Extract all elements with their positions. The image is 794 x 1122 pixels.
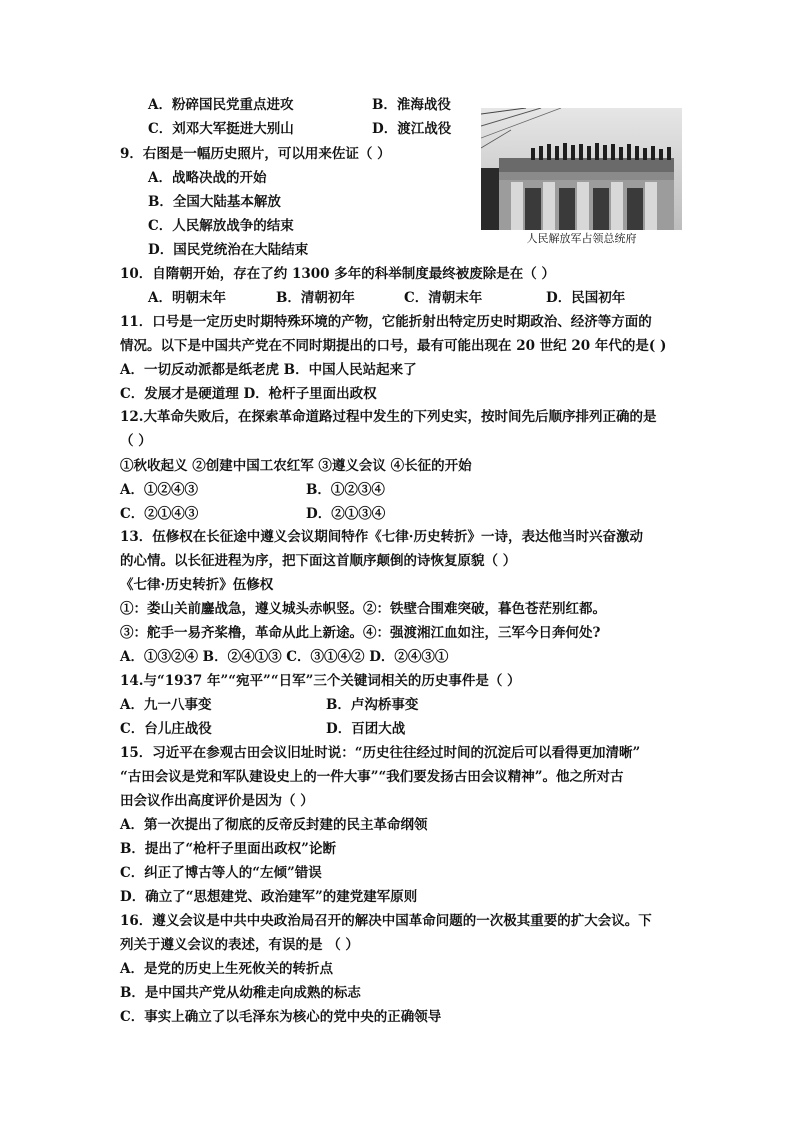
- q16-option-a: A．是党的历史上生死攸关的转折点: [120, 961, 333, 977]
- q11-stem-line2: 情况。以下是中国共产党在不同时期提出的口号，最有可能出现在 20 世纪 20 年代的是( ): [120, 338, 667, 354]
- q14-option-d: D．百团大战: [326, 721, 406, 737]
- q10-option-b: B．清朝初年: [276, 290, 355, 306]
- q13-poem-line2: ③：舵手一易齐桨橹，革命从此上新途。④：强渡湘江血如注，三军今日奔何处?: [120, 625, 601, 641]
- q10-option-d: D．民国初年: [546, 290, 626, 306]
- q15-option-b: B．提出了“枪杆子里面出政权”论断: [120, 841, 336, 857]
- q12-option-b: B．①②③④: [306, 482, 385, 498]
- presidential-palace-image: [481, 108, 682, 230]
- q10-option-c: C．清朝末年: [404, 290, 483, 306]
- q14-option-c: C．台儿庄战役: [120, 721, 212, 737]
- q8-option-b: B．淮海战役: [372, 97, 451, 113]
- q12-stem-line2: （ ）: [120, 433, 152, 449]
- q13-poem-line1: ①：娄山关前鏖战急，遵义城头赤帜竖。②：铁壁合围难突破，暮色苍茫别红都。: [120, 601, 606, 617]
- q8-option-a: A．粉碎国民党重点进攻: [148, 97, 294, 113]
- q9-option-c: C．人民解放战争的结束: [148, 218, 294, 234]
- q11-options-ab: A．一切反动派都是纸老虎 B．中国人民站起来了: [120, 362, 417, 378]
- q8-option-d: D．渡江战役: [372, 121, 452, 137]
- q15-option-a: A．第一次提出了彻底的反帝反封建的民主革命纲领: [120, 817, 428, 833]
- q12-option-a: A．①②④③: [120, 482, 198, 498]
- q13-stem-line2: 的心情。以长征进程为序，把下面这首顺序颠倒的诗恢复原貌（ ）: [120, 553, 517, 569]
- q9-option-b: B．全国大陆基本解放: [148, 194, 281, 210]
- photo-caption: 人民解放军占领总统府: [526, 232, 637, 245]
- q14-stem: 14.与“1937 年”“宛平”“日军”三个关键词相关的历史事件是（ ）: [120, 673, 521, 689]
- q16-stem-line2: 列关于遵义会议的表述，有误的是 （ ）: [120, 937, 359, 953]
- q16-stem-line1: 16．遵义会议是中共中央政治局召开的解决中国革命问题的一次极其重要的扩大会议。下: [120, 913, 652, 929]
- history-photo: [481, 108, 682, 230]
- q12-option-c: C．②①④③: [120, 506, 199, 522]
- q9-stem: 9．右图是一幅历史照片，可以用来佐证（ ）: [120, 146, 391, 162]
- q14-option-b: B．卢沟桥事变: [326, 697, 419, 713]
- q8-option-c: C．刘邓大军挺进大别山: [148, 121, 294, 137]
- q9-option-d: D．国民党统治在大陆结束: [148, 242, 309, 258]
- q13-stem-line1: 13．伍修权在长征途中遵义会议期间特作《七律·历史转折》一诗，表达他当时兴奋激动: [120, 529, 643, 545]
- q15-stem-line1: 15．习近平在参观古田会议旧址时说：“历史往往经过时间的沉淀后可以看得更加清晰”: [120, 745, 641, 761]
- q12-option-d: D．②①③④: [306, 506, 386, 522]
- q13-options: A．①③②④ B．②④①③ C．③①④② D．②④③①: [120, 649, 449, 665]
- q10-stem: 10．自隋朝开始，存在了约 1300 多年的科举制度最终被废除是在（ ）: [120, 266, 555, 282]
- q16-option-c: C．事实上确立了以毛泽东为核心的党中央的正确领导: [120, 1009, 442, 1025]
- q11-stem-line1: 11．口号是一定历史时期特殊环境的产物，它能折射出特定历史时期政治、经济等方面的: [120, 314, 652, 330]
- q12-stem-line1: 12.大革命失败后，在探索革命道路过程中发生的下列史实，按时间先后顺序排列正确的是: [120, 409, 657, 425]
- q9-option-a: A．战略决战的开始: [148, 170, 267, 186]
- q13-poem-title: 《七律·历史转折》伍修权: [120, 577, 274, 593]
- q15-option-d: D．确立了“思想建党、政治建军”的建党建军原则: [120, 889, 418, 905]
- q15-option-c: C．纠正了博古等人的“左倾”错误: [120, 865, 322, 881]
- q14-option-a: A．九一八事变: [120, 697, 212, 713]
- q15-stem-line2: “古田会议是党和军队建设史上的一件大事”“我们要发扬古田会议精神”。他之所对古: [120, 769, 624, 785]
- q16-option-b: B．是中国共产党从幼稚走向成熟的标志: [120, 985, 361, 1001]
- q12-items: ①秋收起义 ②创建中国工农红军 ③遵义会议 ④长征的开始: [120, 458, 472, 474]
- q10-option-a: A．明朝末年: [148, 290, 226, 306]
- q11-options-cd: C．发展才是硬道理 D．枪杆子里面出政权: [120, 386, 377, 402]
- q15-stem-line3: 田会议作出高度评价是因为（ ）: [120, 793, 314, 809]
